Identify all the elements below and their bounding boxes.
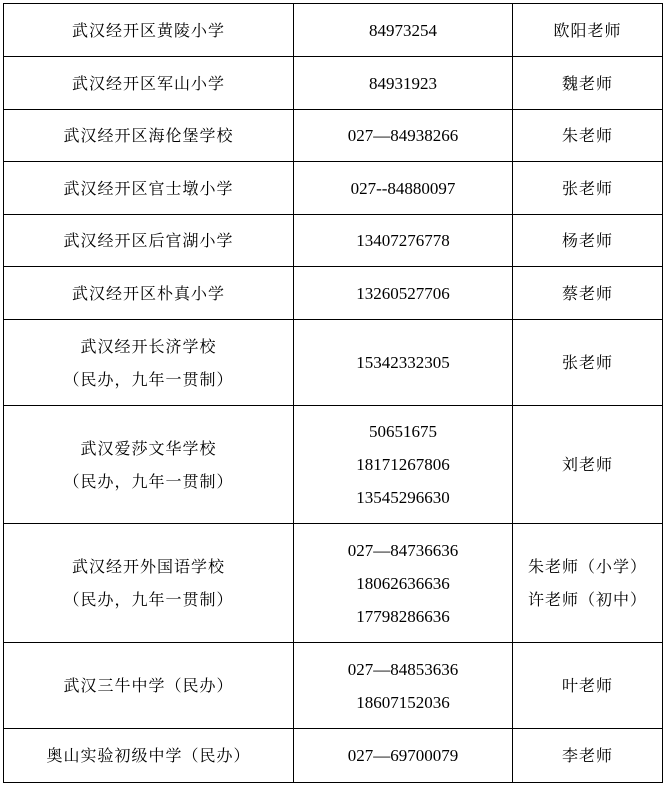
school-name-line: 奥山实验初级中学（民办） [46, 746, 251, 765]
phone-line: 027--84880097 [350, 178, 456, 198]
school-contact-table [3, 3, 663, 783]
school-name-cell [4, 729, 294, 783]
phone-cell [294, 110, 513, 162]
table-row [4, 162, 663, 215]
teacher-line: 朱老师 [561, 126, 613, 145]
table-body [4, 4, 663, 783]
phone-line: 13545296630 [356, 488, 450, 507]
phone-cell [294, 643, 513, 729]
table-row [4, 643, 663, 729]
school-name-cell [4, 57, 294, 110]
school-name-line: 武汉三牛中学（民办） [63, 676, 234, 695]
phone-cell [294, 406, 513, 524]
school-name-line: （民办，九年一贯制） [63, 369, 234, 389]
teacher-line: 杨老师 [561, 231, 613, 250]
table-row [4, 729, 663, 783]
phone-cell [294, 267, 513, 320]
teacher-line: 张老师 [561, 178, 613, 198]
teacher-cell [513, 524, 663, 643]
school-name-line: 武汉经开区朴真小学 [71, 283, 225, 303]
teacher-line: 刘老师 [561, 455, 613, 474]
phone-cell [294, 729, 513, 783]
teacher-line: 欧阳老师 [553, 20, 622, 40]
school-name-cell [4, 406, 294, 524]
phone-cell [294, 162, 513, 215]
teacher-line: 张老师 [561, 353, 613, 372]
school-name-line: 武汉经开区海伦堡学校 [63, 126, 234, 145]
phone-line: 027—84736636 [347, 540, 459, 560]
school-name-cell [4, 215, 294, 267]
school-name-line: 武汉经开外国语学校 [71, 557, 225, 576]
phone-cell [294, 57, 513, 110]
phone-cell [294, 215, 513, 267]
school-name-cell [4, 643, 294, 729]
teacher-line: 许老师（初中） [527, 590, 647, 609]
teacher-cell [513, 729, 663, 783]
phone-line: 13260527706 [356, 283, 450, 303]
table-row [4, 524, 663, 643]
school-name-cell [4, 110, 294, 162]
phone-line: 84931923 [369, 73, 437, 93]
phone-line: 17798286636 [356, 606, 450, 626]
phone-cell [294, 320, 513, 406]
teacher-line: 魏老师 [561, 73, 613, 93]
phone-line: 84973254 [369, 20, 437, 40]
phone-line: 027—69700079 [347, 746, 459, 765]
school-name-cell [4, 524, 294, 643]
teacher-cell [513, 162, 663, 215]
school-name-line: 武汉经开区后官湖小学 [63, 231, 234, 250]
school-name-cell [4, 162, 294, 215]
teacher-cell [513, 215, 663, 267]
phone-cell [294, 4, 513, 57]
school-name-line: （民办，九年一贯制） [63, 471, 234, 491]
school-name-line: 武汉经开区黄陵小学 [71, 20, 225, 40]
teacher-cell [513, 267, 663, 320]
table-row [4, 215, 663, 267]
teacher-cell [513, 320, 663, 406]
phone-line: 027—84853636 [347, 659, 459, 679]
teacher-cell [513, 406, 663, 524]
school-name-cell [4, 4, 294, 57]
table-row [4, 406, 663, 524]
teacher-cell [513, 643, 663, 729]
school-name-line: 武汉爱莎文华学校 [80, 438, 217, 458]
school-name-line: （民办，九年一贯制） [63, 590, 234, 609]
school-name-line: 武汉经开区官士墩小学 [63, 178, 234, 198]
teacher-cell [513, 4, 663, 57]
phone-line: 13407276778 [356, 231, 450, 250]
teacher-cell [513, 57, 663, 110]
phone-cell [294, 524, 513, 643]
school-name-cell [4, 320, 294, 406]
teacher-cell [513, 110, 663, 162]
phone-line: 027—84938266 [347, 126, 459, 145]
phone-line: 50651675 [369, 422, 437, 441]
school-name-cell [4, 267, 294, 320]
phone-line: 15342332305 [356, 353, 450, 372]
teacher-line: 叶老师 [561, 676, 613, 695]
phone-line: 18607152036 [356, 692, 450, 712]
school-name-line: 武汉经开长济学校 [80, 336, 217, 356]
teacher-line: 蔡老师 [561, 283, 613, 303]
table-row [4, 4, 663, 57]
table-row [4, 57, 663, 110]
teacher-line: 朱老师（小学） [527, 557, 647, 576]
phone-line: 18062636636 [356, 573, 450, 593]
phone-line: 18171267806 [356, 455, 450, 474]
table-row [4, 320, 663, 406]
teacher-line: 李老师 [561, 746, 613, 765]
school-name-line: 武汉经开区军山小学 [71, 73, 225, 93]
table-row [4, 267, 663, 320]
table-row [4, 110, 663, 162]
